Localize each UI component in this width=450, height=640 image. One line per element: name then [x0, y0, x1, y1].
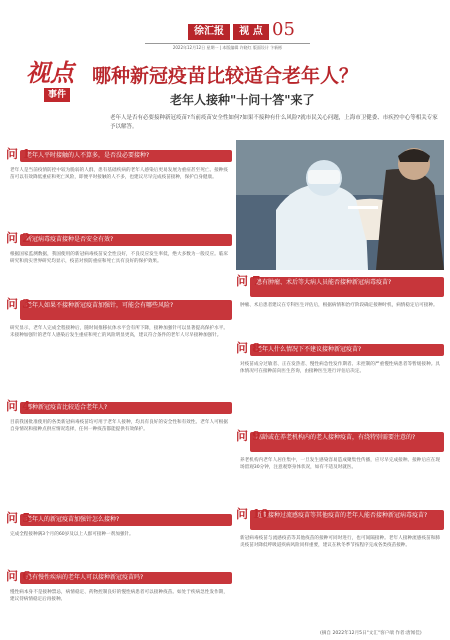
paper-name: 徐汇报 [188, 24, 230, 40]
page-number: 05 [272, 19, 295, 40]
answer-text: 慢性病本身不是接种禁忌，病情稳定、药物控制良好的慢性病患者可以接种疫苗。如处于疾病急性发作期，建议待病情稳定后再接种。 [10, 590, 228, 603]
answer-text: 对疫苗成分过敏者、正在发热者、慢性病急性发作期者、未控制的严重慢性病患者等暂缓接种。具体情况可在接种前向医生咨询，由接种医生进行评估后决定。 [240, 362, 440, 375]
question-bar: 老年人什么情况下不建议接种新冠疫苗? [250, 344, 444, 356]
question-bar: 高龄或在养老机构内的老人接种疫苗，有绕特别需要注意的? [250, 432, 444, 452]
question-number: 问 3 [6, 297, 31, 311]
answer-text: 研究显示，老年人完成全程接种后，随时间推移抗体水平会有所下降，接种加强针可以显著提高保护水平。未接种加强针的老年人感染后发生重症和死亡的风险明显更高，建议符合条件的老年人尽早接种加强针。 [10, 326, 228, 339]
qa-item-2 [6, 232, 232, 266]
question-number: 问 6 [6, 569, 31, 583]
question-bar: 近期接种过流感疫苗等其他疫苗的老年人能否接种新冠病毒疫苗? [250, 510, 444, 530]
question-number: 问 7 [236, 274, 261, 288]
answer-text: 目前我国批准使用的各类新冠病毒疫苗均可用于老年人接种，均具有良好的安全性和有效性。老年人可根据自身情况和接种点供应情况选择，任何一种疫苗都能提供有效保护。 [10, 420, 228, 433]
vaccination-photo [236, 140, 444, 270]
answer-text: 老年人是当前疫情防控中较为脆弱的人群，患有基础疾病的老年人感染后更易发展为重症甚至死亡。接种疫苗可以有效降低重症和死亡风险，即便平时接触的人不多，也建议尽早完成疫苗接种，保护自身健康。 [10, 168, 228, 181]
question-number: 问 2 [6, 231, 31, 245]
answer-text: 根据国家监测数据，我国使用的新冠病毒疫苗安全性良好，不良反应发生率低，绝大多数为一般反应。临床研究和真实世界研究均显示，疫苗对预防重症和死亡具有良好的保护效果。 [10, 252, 228, 265]
question-number: 问 9 [236, 429, 261, 443]
page-title: 哪种新冠疫苗比较适合老年人？ [92, 65, 359, 87]
masthead [0, 0, 450, 50]
qa-item-6 [6, 570, 232, 604]
qa-item-1 [6, 148, 232, 182]
viewpoint-logo [26, 60, 82, 110]
logo-text-sub: 事件 [44, 88, 70, 102]
vaccination-photo-illustration [236, 140, 444, 270]
question-number: 问 4 [6, 399, 31, 413]
question-bar: 老年人的新冠疫苗加强针怎么接种? [20, 514, 232, 526]
answer-text: 新冠病毒疫苗与流感疫苗等其他疫苗的接种可同时进行，也可间隔接种。老年人接种流感疫苗和肺炎疫苗对降低呼吸道疾病风险同样重要，建议在秋冬季节按程序完成各类疫苗接种。 [240, 536, 440, 549]
question-bar: 老年人平时接触的人不算多，是否没必要接种? [20, 150, 232, 162]
question-number: 问 10 [236, 507, 269, 521]
qa-item-9 [236, 430, 444, 472]
logo-text-main: 视点 [26, 58, 74, 87]
question-bar: 老年人如果不接种新冠疫苗加强针，可能会有哪些风险? [20, 300, 232, 320]
source-credit: (摘自 2022年12月5日"文汇"客户端 作者:唐闻佳) [320, 631, 422, 636]
qa-item-7 [236, 275, 444, 309]
answer-text: 养老机构内老年人居住集中，一旦发生感染容易造成聚集性传播，应尽早完成接种。接种后应在现场留观30分钟，注意观察身体状况，如有不适及时就医。 [240, 458, 440, 471]
question-bar: 新冠病毒疫苗接种是否安全有效? [20, 234, 232, 246]
question-bar: 哪种新冠疫苗比较适合老年人? [20, 402, 232, 414]
question-bar: 患有肿瘤、术后等大病人员能否接种新冠病毒疫苗? [250, 277, 444, 297]
question-number: 问 8 [236, 341, 261, 355]
qa-item-4 [6, 400, 232, 434]
qa-item-10 [236, 508, 444, 550]
question-number: 问 5 [6, 511, 31, 525]
answer-text: 完成全程接种满3个月的60岁及以上人群可接种一剂加强针。 [10, 532, 134, 537]
masthead-info: 2022年12月12日 星期一 | 本版编辑 许晓红 版面设计 卞新彬 [172, 45, 283, 50]
section-name: 视 点 [233, 24, 269, 40]
page-subtitle: 老年人接种"十问十答"来了 [170, 93, 315, 107]
question-bar: 患有慢性疾病的老年人可以接种新冠疫苗吗? [20, 572, 232, 584]
qa-item-8 [236, 342, 444, 376]
qa-item-3 [6, 298, 232, 340]
answer-text: 肿瘤、术后患者建议在专科医生评估后，根据病情和治疗阶段确定接种时机，病情稳定后可接种。 [240, 303, 438, 308]
lead-paragraph: 老年人是否有必要接种新冠疫苗?当前疫苗安全性如何?如果不接种有什么风险?就市民关心问题，上海市卫健委、市疾控中心等相关专家予以解答。 [110, 115, 438, 130]
question-number: 问 1 [6, 147, 31, 161]
qa-item-5 [6, 512, 232, 538]
